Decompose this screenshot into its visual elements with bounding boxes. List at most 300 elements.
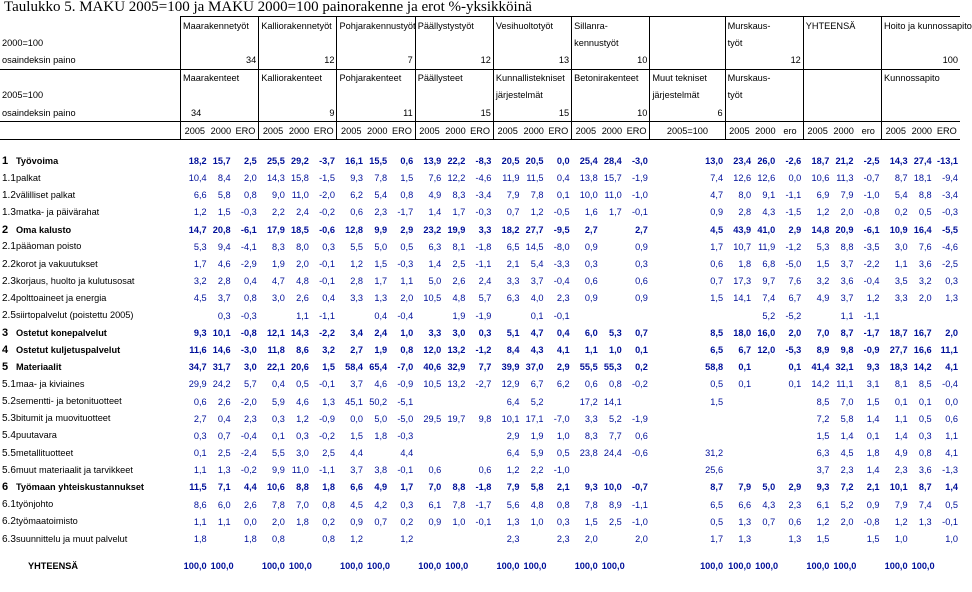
- value-cell: 0,0: [350, 413, 364, 424]
- value-cell: -2,9: [240, 259, 257, 270]
- total-value: [855, 558, 881, 575]
- value-cell: 1,5: [350, 430, 364, 441]
- year-label: 2000: [521, 122, 545, 140]
- value-cell: 0,1: [738, 362, 752, 373]
- h2000-group-name2: [415, 34, 493, 51]
- value-cell: 10,4: [188, 173, 207, 184]
- h2000-group-name: Sillanra-: [572, 17, 650, 35]
- value-cell: 5,1: [506, 327, 520, 338]
- value-cell: 50,2: [369, 396, 388, 407]
- value-cell: 8,5: [918, 379, 932, 390]
- value-cell: 0,3: [635, 259, 648, 270]
- value-cell: 22,2: [447, 155, 466, 166]
- value-cell: -0,3: [240, 310, 257, 321]
- value-cell: 4,1: [945, 362, 958, 373]
- value-cell: 14,7: [188, 224, 207, 235]
- value-cell: 14,8: [811, 224, 830, 235]
- value-cell: 0,7: [374, 516, 388, 527]
- value-cell: -1,7: [397, 207, 414, 218]
- h2005-weight-row: [0, 104, 960, 122]
- value-cell: -0,2: [240, 465, 257, 476]
- row-label: [0, 479, 181, 496]
- value-cell: 0,3: [584, 259, 598, 270]
- value-cell: 1,6: [584, 207, 598, 218]
- row-text: pääoman poisto: [16, 241, 82, 252]
- value-cell: 8,7: [894, 173, 908, 184]
- value-cell: 14,1: [603, 396, 622, 407]
- value-cell: 6,5: [506, 241, 520, 252]
- value-cell: 0,3: [400, 499, 414, 510]
- value-cell: 10,7: [733, 241, 752, 252]
- h2005-base-label: 2005=100: [2, 90, 44, 101]
- value-cell: 0,7: [635, 327, 648, 338]
- value-cell: [753, 376, 777, 393]
- value-cell: 18,1: [913, 173, 932, 184]
- value-cell: 0,1: [738, 379, 752, 390]
- value-cell: 4,3: [530, 344, 544, 355]
- value-cell: -1,9: [632, 173, 648, 184]
- total-value: 100,0: [911, 561, 935, 572]
- table-row: [0, 427, 960, 444]
- value-cell: 5,2: [608, 413, 622, 424]
- value-cell: 58,4: [345, 362, 364, 373]
- value-cell: 3,3: [428, 327, 442, 338]
- value-cell: 0,3: [322, 241, 335, 252]
- value-cell: -1,9: [632, 413, 648, 424]
- value-cell: 6,3: [428, 241, 442, 252]
- h2005-weight-value: 15: [415, 104, 493, 122]
- year-label: 2005: [415, 122, 443, 140]
- value-cell: 1,5: [816, 534, 830, 545]
- total-value: 100,0: [340, 561, 364, 572]
- year-corner: [0, 122, 181, 140]
- total-value: [546, 558, 572, 575]
- value-cell: 6,8: [762, 259, 776, 270]
- value-cell: 0,6: [788, 516, 802, 527]
- value-cell: 1,5: [400, 173, 414, 184]
- value-cell: 0,8: [243, 293, 257, 304]
- value-cell: 1,2: [350, 259, 364, 270]
- value-cell: 3,8: [374, 465, 388, 476]
- value-cell: 15,8: [291, 173, 309, 184]
- value-cell: 1,0: [452, 516, 466, 527]
- value-cell: 4,9: [374, 482, 388, 493]
- value-cell: 4,8: [296, 276, 309, 287]
- value-cell: [415, 445, 443, 462]
- row-number: 6.1: [2, 499, 16, 511]
- value-cell: -0,9: [863, 344, 880, 355]
- value-cell: 0,8: [608, 379, 622, 390]
- row-number: 2.4: [2, 292, 16, 304]
- value-cell: 3,0: [452, 327, 466, 338]
- row-number: 2.2: [2, 258, 16, 270]
- value-cell: 7,9: [506, 482, 520, 493]
- value-cell: 1,3: [918, 516, 932, 527]
- value-cell: 2,0: [945, 327, 958, 338]
- value-cell: 2,2: [272, 207, 285, 218]
- value-cell: 11,0: [291, 190, 309, 201]
- value-cell: 8,5: [710, 327, 724, 338]
- value-cell: 1,0: [945, 534, 958, 545]
- value-cell: 18,7: [889, 327, 908, 338]
- value-cell: 14,1: [733, 293, 752, 304]
- value-cell: 7,7: [608, 430, 622, 441]
- h2005-group-name2: [572, 87, 650, 104]
- h2005-weight-value: 34: [181, 104, 259, 122]
- value-cell: 6,3: [816, 448, 830, 459]
- value-cell: 2,0: [272, 516, 285, 527]
- value-cell: 2,8: [738, 207, 752, 218]
- value-cell: 65,4: [369, 362, 388, 373]
- value-cell: 6,7: [530, 379, 544, 390]
- row-number: 1.3: [2, 206, 16, 218]
- value-cell: 9,1: [762, 190, 776, 201]
- row-text: Työmaan yhteiskustannukset: [16, 482, 144, 493]
- value-cell: -3,0: [632, 155, 648, 166]
- value-cell: 1,5: [217, 207, 231, 218]
- value-cell: 2,9: [400, 224, 414, 235]
- value-cell: 2,6: [452, 276, 466, 287]
- value-cell: 0,9: [635, 241, 648, 252]
- table-row: [0, 187, 960, 204]
- row-label: [0, 290, 181, 307]
- year-label: 2005: [259, 122, 287, 140]
- value-cell: 12,6: [733, 173, 752, 184]
- value-cell: 20,8: [212, 224, 231, 235]
- value-cell: 2,0: [840, 207, 854, 218]
- value-cell: 6,4: [506, 448, 520, 459]
- value-cell: [287, 530, 311, 547]
- value-cell: 8,6: [296, 344, 309, 355]
- value-cell: 0,1: [788, 379, 802, 390]
- row-number: 6.2: [2, 516, 16, 528]
- value-cell: [600, 238, 624, 255]
- value-cell: 0,6: [193, 396, 207, 407]
- value-cell: 5,2: [840, 499, 854, 510]
- value-cell: 0,5: [556, 448, 570, 459]
- row-text: puutavara: [16, 430, 57, 441]
- value-cell: 2,3: [556, 293, 570, 304]
- value-cell: -3,3: [553, 259, 570, 270]
- value-cell: 11,5: [189, 482, 207, 493]
- value-cell: 4,8: [530, 499, 544, 510]
- value-cell: 0,5: [400, 241, 414, 252]
- row-number: 5.6: [2, 464, 16, 476]
- value-cell: -0,3: [397, 430, 414, 441]
- value-cell: 0,6: [350, 207, 364, 218]
- value-cell: 2,5: [608, 516, 622, 527]
- row-number: 6.3: [2, 533, 16, 545]
- value-cell: [753, 410, 777, 427]
- table-row: [0, 152, 960, 169]
- value-cell: 2,5: [217, 448, 231, 459]
- value-cell: 7,2: [840, 482, 854, 493]
- value-cell: 1,2: [506, 465, 520, 476]
- value-cell: 3,0: [296, 448, 309, 459]
- value-cell: 10,0: [579, 190, 598, 201]
- value-cell: [934, 307, 960, 324]
- spacer-row: [0, 140, 960, 153]
- h2000-weight-value: 7: [337, 51, 415, 69]
- h2000-group-row: [0, 17, 960, 35]
- value-cell: 6,2: [350, 190, 364, 201]
- value-cell: 7,6: [788, 276, 802, 287]
- h2005-group-name2: [882, 87, 960, 104]
- h2005-group-name: Kunnossapito: [882, 69, 960, 87]
- value-cell: 7,8: [452, 499, 466, 510]
- value-cell: -0,2: [319, 207, 335, 218]
- value-cell: 1,4: [894, 430, 908, 441]
- value-cell: 2,5: [322, 448, 335, 459]
- value-cell: [882, 307, 910, 324]
- value-cell: 0,8: [322, 534, 335, 545]
- value-cell: 9,3: [193, 327, 207, 338]
- value-cell: 24,2: [212, 379, 231, 390]
- value-cell: -1,1: [863, 310, 880, 321]
- value-cell: 20,5: [525, 155, 544, 166]
- value-cell: -1,0: [553, 465, 570, 476]
- value-cell: [777, 410, 803, 427]
- value-cell: 0,4: [243, 276, 257, 287]
- value-cell: [415, 427, 443, 444]
- row-number: 2.1: [2, 241, 16, 253]
- value-cell: 7,0: [840, 396, 854, 407]
- value-cell: 0,7: [762, 516, 776, 527]
- value-cell: -0,4: [863, 276, 880, 287]
- value-cell: -1,1: [632, 499, 648, 510]
- value-cell: 2,3: [506, 534, 520, 545]
- value-cell: 2,3: [374, 207, 388, 218]
- value-cell: 3,2: [322, 344, 335, 355]
- h2000-weight-value: 100: [882, 51, 960, 69]
- value-cell: 1,2: [400, 534, 414, 545]
- value-cell: 15,7: [603, 173, 622, 184]
- value-cell: 2,3: [243, 413, 257, 424]
- value-cell: 4,3: [762, 207, 776, 218]
- value-cell: 1,5: [816, 259, 830, 270]
- value-cell: [725, 410, 753, 427]
- value-cell: 5,4: [530, 259, 544, 270]
- table-row: [0, 530, 960, 547]
- value-cell: -0,4: [240, 430, 257, 441]
- h2000-group-name2: kennustyöt: [572, 34, 650, 51]
- value-cell: 0,0: [788, 173, 802, 184]
- value-cell: 0,0: [556, 155, 570, 166]
- value-cell: 2,2: [530, 465, 544, 476]
- value-cell: 21,2: [835, 155, 854, 166]
- value-cell: 2,6: [243, 499, 257, 510]
- h2005-group-name2: järjestelmät: [493, 87, 571, 104]
- row-number: 5.3: [2, 413, 16, 425]
- row-text: matka- ja päivärahat: [16, 206, 100, 217]
- value-cell: 2,4: [374, 327, 388, 338]
- value-cell: 2,9: [506, 430, 520, 441]
- value-cell: 2,5: [452, 259, 466, 270]
- value-cell: 41,4: [811, 362, 830, 373]
- value-cell: 0,4: [556, 327, 570, 338]
- h2000-weight-value: [803, 51, 881, 69]
- value-cell: 1,4: [945, 482, 958, 493]
- value-cell: 7,0: [428, 482, 442, 493]
- total-value: 100,0: [445, 561, 469, 572]
- value-cell: 0,7: [506, 207, 520, 218]
- value-cell: -0,7: [863, 173, 880, 184]
- value-cell: 1,5: [866, 396, 880, 407]
- h2000-group-name2: [803, 34, 881, 51]
- value-cell: 1,1: [584, 344, 598, 355]
- value-cell: [753, 393, 777, 410]
- value-cell: 0,5: [296, 379, 309, 390]
- year-label: ERO: [389, 122, 415, 140]
- value-cell: -0,1: [319, 379, 335, 390]
- row-number: 6: [2, 481, 9, 494]
- year-label: 2000: [831, 122, 855, 140]
- row-number: 5: [2, 361, 9, 374]
- h2005-group-name2: [337, 87, 415, 104]
- value-cell: 2,8: [217, 276, 231, 287]
- value-cell: 17,9: [266, 224, 285, 235]
- value-cell: -9,4: [942, 173, 958, 184]
- row-label: [0, 255, 181, 272]
- value-cell: 1,8: [243, 534, 257, 545]
- value-cell: 6,5: [710, 344, 724, 355]
- value-cell: 0,8: [322, 499, 335, 510]
- value-cell: 13,2: [447, 344, 466, 355]
- value-cell: 4,6: [296, 396, 309, 407]
- value-cell: 18,2: [188, 155, 207, 166]
- year-label: 2005: [493, 122, 521, 140]
- value-cell: 17,3: [733, 276, 752, 287]
- total-value: 100,0: [367, 561, 391, 572]
- row-text: Oma kalusto: [16, 224, 72, 235]
- value-cell: 27,7: [889, 344, 908, 355]
- value-cell: 45,1: [345, 396, 364, 407]
- h2000-group-name: [650, 17, 725, 35]
- value-cell: 11,1: [836, 379, 854, 390]
- value-cell: 13,2: [447, 379, 466, 390]
- value-cell: 3,1: [866, 379, 880, 390]
- value-cell: -1,7: [475, 499, 492, 510]
- value-cell: 2,0: [788, 327, 802, 338]
- row-label: [0, 462, 181, 479]
- value-cell: 11,6: [189, 344, 207, 355]
- year-label: 2005: [882, 122, 910, 140]
- value-cell: 3,3: [478, 224, 492, 235]
- table-row: [0, 496, 960, 513]
- value-cell: 9,3: [866, 362, 880, 373]
- value-cell: -1,3: [942, 465, 958, 476]
- value-cell: 1,0: [608, 344, 622, 355]
- h2000-group-name2: [882, 34, 960, 51]
- value-cell: 2,7: [193, 413, 207, 424]
- value-cell: 5,0: [374, 413, 388, 424]
- value-cell: 5,9: [530, 448, 544, 459]
- value-cell: -3,4: [942, 190, 958, 201]
- value-cell: [624, 307, 650, 324]
- value-cell: 1,1: [217, 516, 231, 527]
- value-cell: 29,5: [423, 413, 442, 424]
- h2005-weight-value: [882, 104, 960, 122]
- value-cell: 0,6: [478, 465, 492, 476]
- value-cell: 1,8: [374, 430, 388, 441]
- value-cell: -2,5: [942, 259, 958, 270]
- h2000-group-name2: [650, 34, 725, 51]
- value-cell: 10,6: [811, 173, 830, 184]
- value-cell: 13,0: [705, 155, 724, 166]
- value-cell: 25,4: [579, 155, 598, 166]
- value-cell: -3,7: [319, 155, 335, 166]
- value-cell: 3,4: [350, 327, 364, 338]
- value-cell: 1,3: [506, 516, 520, 527]
- value-cell: 2,3: [788, 499, 802, 510]
- value-cell: 4,5: [710, 224, 724, 235]
- value-cell: [753, 427, 777, 444]
- value-cell: 3,6: [840, 276, 854, 287]
- value-cell: 9,3: [350, 173, 364, 184]
- value-cell: 0,9: [350, 516, 364, 527]
- value-cell: 4,4: [243, 482, 257, 493]
- value-cell: 3,5: [894, 276, 908, 287]
- value-cell: -0,4: [553, 276, 570, 287]
- value-cell: 1,5: [322, 362, 335, 373]
- total-value: [233, 558, 259, 575]
- value-cell: 9,0: [272, 190, 285, 201]
- value-cell: 0,9: [635, 293, 648, 304]
- year-label: ero: [777, 122, 803, 140]
- value-cell: 6,1: [428, 499, 442, 510]
- value-cell: 4,4: [400, 448, 414, 459]
- value-cell: 3,3: [894, 293, 908, 304]
- value-cell: 3,7: [350, 465, 364, 476]
- table-row: [0, 170, 960, 187]
- total-value: 100,0: [755, 561, 779, 572]
- value-cell: 2,0: [635, 534, 648, 545]
- value-cell: [600, 221, 624, 238]
- value-cell: 26,0: [757, 155, 776, 166]
- h2000-group-name2: työt: [725, 34, 803, 51]
- value-cell: 5,8: [840, 413, 854, 424]
- value-cell: 25,6: [705, 465, 724, 476]
- value-cell: 41,0: [757, 224, 776, 235]
- value-cell: 1,2: [894, 516, 908, 527]
- value-cell: 1,3: [217, 465, 231, 476]
- h2005-group-name2: järjestelmät: [650, 87, 725, 104]
- h2000-group-name: Päällystystyöt: [415, 17, 493, 35]
- row-text: maa- ja kiviaines: [16, 378, 85, 389]
- value-cell: 29,2: [291, 155, 309, 166]
- value-cell: 1,3: [788, 534, 802, 545]
- value-cell: 58,8: [705, 362, 724, 373]
- value-cell: 7,2: [816, 413, 830, 424]
- year-label: 2000: [365, 122, 389, 140]
- spacer-row: [0, 548, 960, 558]
- value-cell: -1,1: [319, 310, 335, 321]
- value-cell: 7,9: [894, 499, 908, 510]
- value-cell: 0,9: [584, 293, 598, 304]
- value-cell: 7,4: [762, 293, 776, 304]
- value-cell: -0,4: [397, 310, 414, 321]
- year-label: ERO: [233, 122, 259, 140]
- value-cell: 6,7: [788, 293, 802, 304]
- value-cell: 0,9: [584, 241, 598, 252]
- row-number: 2.5: [2, 310, 16, 322]
- value-cell: 0,6: [635, 276, 648, 287]
- row-number: 1: [2, 154, 9, 167]
- value-cell: 0,1: [788, 362, 802, 373]
- value-cell: 0,1: [866, 430, 880, 441]
- value-cell: 8,3: [452, 190, 466, 201]
- value-cell: 6,0: [584, 327, 598, 338]
